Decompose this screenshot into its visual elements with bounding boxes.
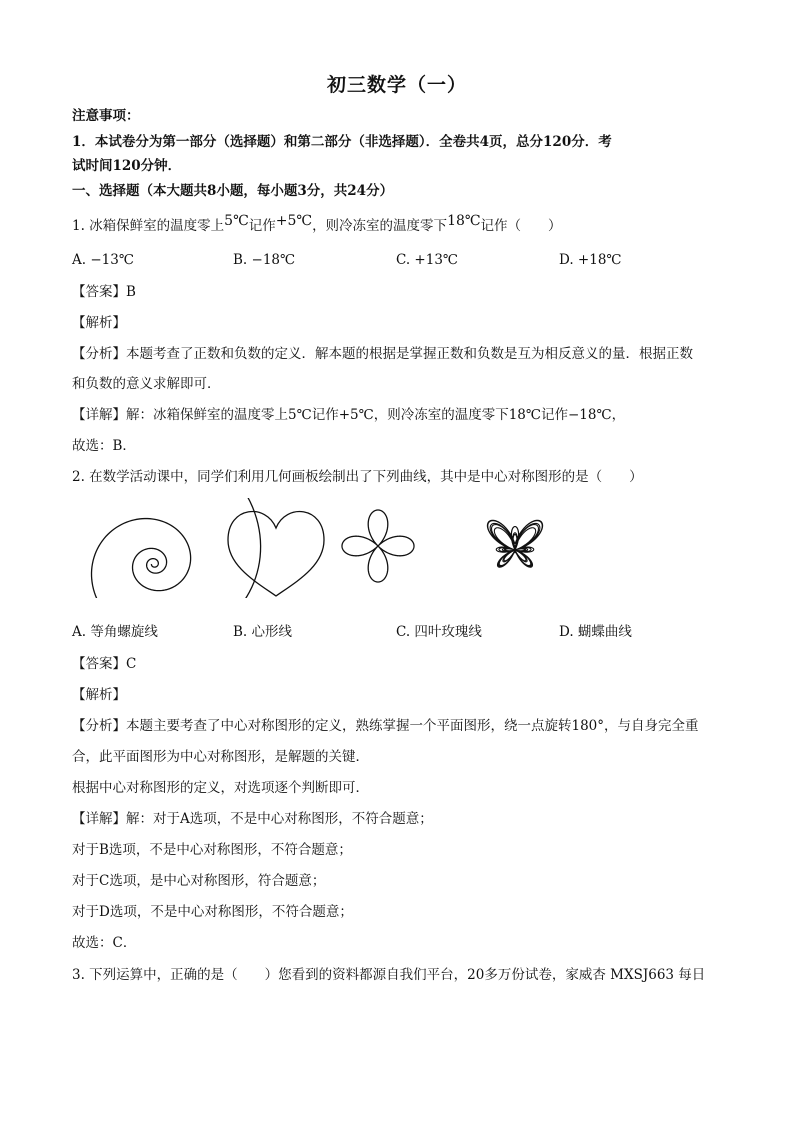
q1-fenxi-cont: 和负数的意义求解即可． bbox=[72, 376, 221, 392]
q1-option-c: C. +13℃ bbox=[396, 252, 459, 268]
q1-fenxi: 【分析】本题考查了正数和负数的定义．解本题的根据是掌握正数和负数是互为相反意义的量．根据正数 bbox=[72, 346, 693, 362]
q1-option-d: D. +18℃ bbox=[559, 252, 622, 268]
q2-fenxi-cont2: 根据中心对称图形的定义，对选项逐个判断即可． bbox=[72, 780, 369, 796]
q1-analysis-label: 【解析】 bbox=[72, 315, 126, 331]
q1-option-a: A. −13℃ bbox=[72, 252, 134, 268]
spiral-figure bbox=[70, 498, 261, 598]
notice-item-1: 1．本试卷分为第一部分（选择题）和第二部分（非选择题）．全卷共4页，总分120分．考 bbox=[72, 134, 612, 150]
q1-answer: 【答案】B bbox=[72, 284, 136, 300]
q1-choice: 故选：B． bbox=[72, 438, 136, 454]
q1-detail: 【详解】解：冰箱保鲜室的温度零上5℃记作+5℃，则冷冻室的温度零下18℃记作−18℃， bbox=[72, 407, 626, 423]
q2-detail-3: 对于C选项，是中心对称图形，符合题意； bbox=[72, 873, 326, 889]
notice-item-1-cont: 试时间120分钟． bbox=[72, 158, 182, 174]
q2-option-b: B. 心形线 bbox=[233, 624, 293, 640]
q2-detail-2: 对于B选项，不是中心对称图形，不符合题意； bbox=[72, 842, 352, 858]
q2-fenxi-cont: 合，此平面图形为中心对称图形，是解题的关键． bbox=[72, 749, 369, 765]
q2-detail-1: 【详解】解：对于A选项，不是中心对称图形，不符合题意； bbox=[72, 811, 433, 827]
section-heading: 一、选择题（本大题共8小题，每小题3分，共24分） bbox=[72, 183, 394, 199]
spiral-curve bbox=[70, 498, 261, 598]
heart-curve bbox=[228, 512, 324, 596]
q2-analysis-label: 【解析】 bbox=[72, 687, 126, 703]
temp-value: 18℃ bbox=[447, 213, 481, 229]
heart-figure bbox=[228, 512, 324, 596]
butterfly-figure bbox=[487, 520, 542, 567]
page-title: 初三数学（一） bbox=[326, 74, 467, 96]
rose-figure bbox=[342, 510, 414, 582]
temp-value: 5℃ bbox=[224, 213, 249, 229]
notice-heading: 注意事项： bbox=[72, 108, 140, 124]
q2-choice: 故选：C． bbox=[72, 935, 137, 951]
q2-detail-4: 对于D选项，不是中心对称图形，不符合题意； bbox=[72, 904, 353, 920]
curve-figures bbox=[70, 498, 570, 598]
q1-option-b: B. −18℃ bbox=[233, 252, 296, 268]
rose-curve bbox=[342, 510, 414, 582]
question-2-stem: 2. 在数学活动课中，同学们利用几何画板绘制出了下列曲线，其中是中心对称图形的是（ ） bbox=[72, 469, 643, 485]
q2-answer: 【答案】C bbox=[72, 656, 137, 672]
q2-option-d: D. 蝴蝶曲线 bbox=[559, 624, 632, 640]
q2-option-a: A. 等角螺旋线 bbox=[72, 624, 158, 640]
question-3-stem: 3. 下列运算中，正确的是（ ）您看到的资料都源自我们平台，20多万份试卷，家威杏 MXSJ663 每日 bbox=[72, 967, 706, 983]
q2-option-c: C. 四叶玫瑰线 bbox=[396, 624, 482, 640]
question-1-stem: 1. 冰箱保鲜室的温度零上5℃记作+5℃，则冷冻室的温度零下18℃记作（ ） bbox=[72, 213, 562, 234]
temp-value: +5℃ bbox=[275, 213, 313, 229]
q2-fenxi: 【分析】本题主要考查了中心对称图形的定义，熟练掌握一个平面图形，绕一点旋转180°，与自身完全重 bbox=[72, 718, 699, 734]
butterfly-curve bbox=[487, 520, 542, 567]
